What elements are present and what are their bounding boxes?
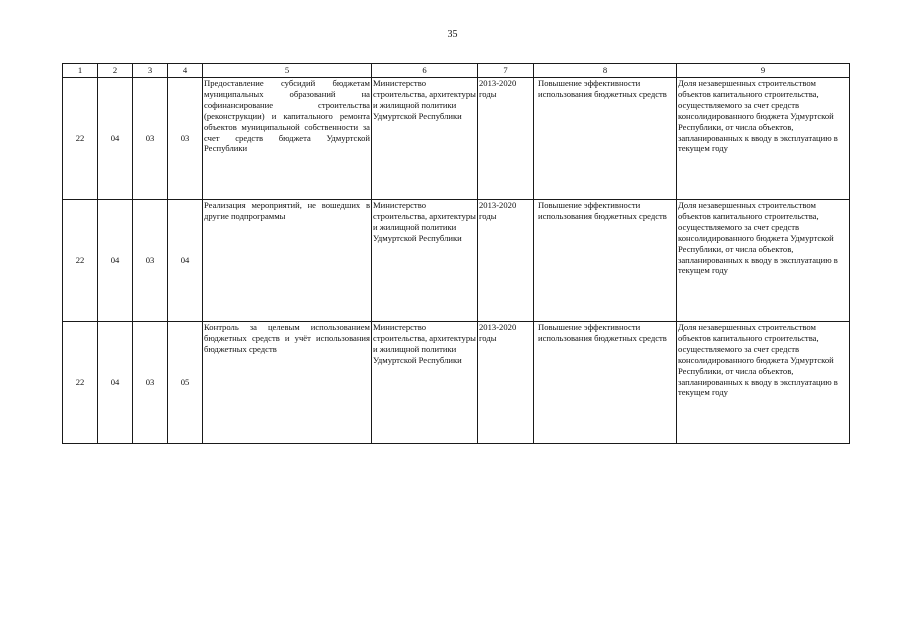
program-table: [62, 63, 850, 444]
execution-period: 2013-2020 годы: [478, 78, 534, 200]
target-indicator: Доля незавершенных строительством объектов капитального строительства, осуществляемого за счет средств консолидированного бюджета Удмуртской Республики, от числа объектов, запланированных к вводу в эксплуатацию в текущем году: [677, 322, 850, 444]
subprogram-code: 04: [98, 322, 133, 444]
main-activity-code: 03: [133, 78, 168, 200]
header-cell-1: 1: [63, 64, 98, 78]
header-cell-3: 3: [133, 64, 168, 78]
activity-name: Контроль за целевым использованием бюджетных средств и учёт использования бюджетных средств: [203, 322, 372, 444]
responsible-executor: Министерство строительства, архитектуры и жилищной политики Удмуртской Республики: [372, 200, 478, 322]
header-row: [63, 64, 850, 78]
execution-period: 2013-2020 годы: [478, 322, 534, 444]
execution-period: 2013-2020 годы: [478, 200, 534, 322]
activity-code: 05: [168, 322, 203, 444]
activity-name: Реализация мероприятий, не вошедших в другие подпрограммы: [203, 200, 372, 322]
expected-result: Повышение эффективности использования бюджетных средств: [534, 200, 677, 322]
program-code: 22: [63, 322, 98, 444]
main-activity-code: 03: [133, 322, 168, 444]
responsible-executor: Министерство строительства, архитектуры и жилищной политики Удмуртской Республики: [372, 322, 478, 444]
table-row: [63, 78, 850, 200]
target-indicator: Доля незавершенных строительством объектов капитального строительства, осуществляемого за счет средств консолидированного бюджета Удмуртской Республики, от числа объектов, запланированных к вводу в эксплуатацию в текущем году: [677, 78, 850, 200]
expected-result: Повышение эффективности использования бюджетных средств: [534, 322, 677, 444]
main-activity-code: 03: [133, 200, 168, 322]
responsible-executor: Министерство строительства, архитектуры и жилищной политики Удмуртской Республики: [372, 78, 478, 200]
program-code: 22: [63, 78, 98, 200]
header-cell-4: 4: [168, 64, 203, 78]
header-cell-6: 6: [372, 64, 478, 78]
header-cell-5: 5: [203, 64, 372, 78]
target-indicator: Доля незавершенных строительством объектов капитального строительства, осуществляемого за счет средств консолидированного бюджета Удмуртской Республики, от числа объектов, запланированных к вводу в эксплуатацию в текущем году: [677, 200, 850, 322]
activity-name: Предоставление субсидий бюджетам муниципальных образований на софинансирование строительства (реконструкции) и капитального ремонта объектов муниципальной собственности за счет средств бюджета Удмуртской Республики: [203, 78, 372, 200]
table-row: [63, 322, 850, 444]
activity-code: 03: [168, 78, 203, 200]
header-cell-8: 8: [534, 64, 677, 78]
activity-code: 04: [168, 200, 203, 322]
expected-result: Повышение эффективности использования бюджетных средств: [534, 78, 677, 200]
subprogram-code: 04: [98, 200, 133, 322]
table-row: [63, 200, 850, 322]
page-number: 35: [447, 29, 458, 40]
header-cell-2: 2: [98, 64, 133, 78]
header-cell-7: 7: [478, 64, 534, 78]
subprogram-code: 04: [98, 78, 133, 200]
program-code: 22: [63, 200, 98, 322]
header-cell-9: 9: [677, 64, 850, 78]
